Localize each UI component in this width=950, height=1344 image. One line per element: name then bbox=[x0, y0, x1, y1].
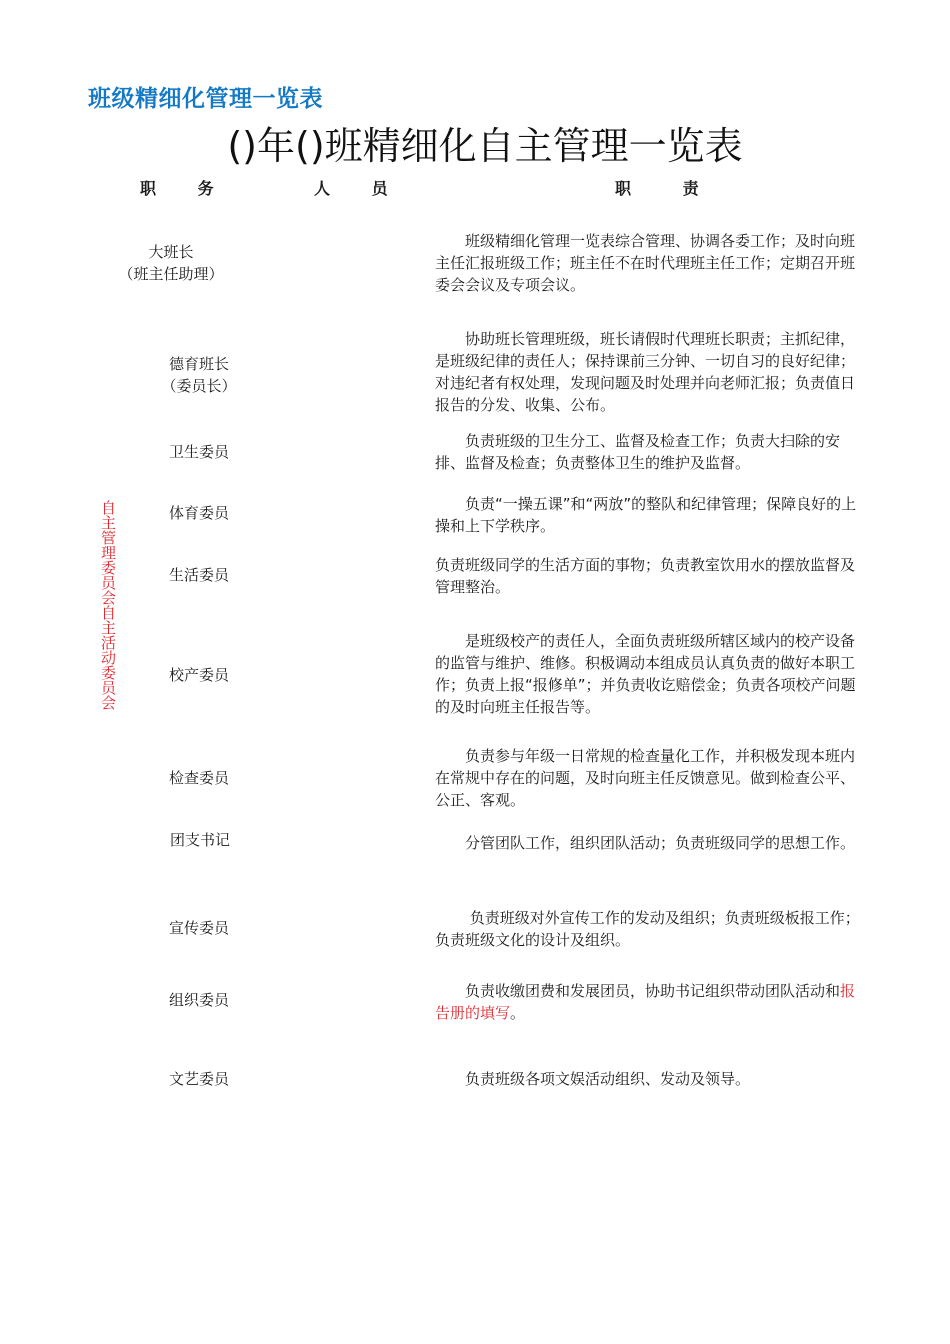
header-duty: 职 责 bbox=[615, 179, 700, 198]
role-sub: （委员长） bbox=[161, 377, 237, 395]
duty-cell: 负责班级各项文娱活动组织、发动及领导。 bbox=[435, 1070, 751, 1088]
role-name: 卫生委员 bbox=[168, 443, 229, 461]
duty-text-end: 。 bbox=[510, 1004, 526, 1022]
role-name: 文艺委员 bbox=[168, 1070, 229, 1088]
role-name: 德育班长 bbox=[168, 355, 229, 373]
role-sub: （班主任助理） bbox=[118, 265, 224, 283]
duty-cell: 负责班级对外宣传工作的发动及组织；负责班级板报工作；负责班级文化的设计及组织。 bbox=[435, 909, 860, 949]
role-name: 宣传委员 bbox=[168, 919, 229, 937]
role-cell bbox=[110, 241, 232, 285]
duty-text: 负责收缴团费和发展团员，协助书记组织带动团队活动和 bbox=[435, 982, 841, 1000]
role-name: 校产委员 bbox=[168, 666, 229, 684]
committee-vertical-label: 自主管理委员会自主活动委员会 bbox=[99, 500, 117, 710]
role-cell bbox=[138, 353, 260, 397]
duty-cell: 负责班级的卫生分工、监督及检查工作；负责大扫除的安排、监督及检查；负责整体卫生的维护及监督。 bbox=[435, 432, 841, 472]
duty-cell: 协助班长管理班级，班长请假时代理班长职责；主抓纪律，是班级纪律的责任人；保持课前三分钟、一切自习的良好纪律；对违纪者有权处理，发现问题及时处理并向老师汇报；负责值日报告的分发、收集、公布。 bbox=[435, 330, 856, 414]
role-name: 大班长 bbox=[148, 243, 194, 261]
duty-cell: 是班级校产的责任人，全面负责班级所辖区域内的校产设备的监管与维护、维修。积极调动本组成员认真负责的做好本职工作；负责上报“报修单”；并负责收讫赔偿金；负责各项校产问题的及时向班主任报告等。 bbox=[435, 632, 856, 716]
duty-cell: 负责参与年级一日常规的检查量化工作，并积极发现本班内在常规中存在的问题，及时向班主任反馈意见。做到检查公平、公正、客观。 bbox=[435, 747, 856, 809]
duty-cell bbox=[435, 980, 860, 1024]
role-name: 组织委员 bbox=[168, 991, 229, 1009]
header-people: 人 员 bbox=[314, 179, 389, 198]
header-role: 职 务 bbox=[140, 179, 215, 198]
duty-highlight: 报告册的填写 bbox=[435, 982, 856, 1022]
duty-cell: 分管团队工作，组织团队活动；负责班级同学的思想工作。 bbox=[435, 834, 856, 852]
duty-cell: 班级精细化管理一览表综合管理、协调各委工作；及时向班主任汇报班级工作；班主任不在时代理班主任工作；定期召开班委会会议及专项会议。 bbox=[435, 232, 856, 294]
duty-cell: 负责“一操五课”和“两放”的整队和纪律管理；保障良好的上操和上下学秩序。 bbox=[435, 495, 857, 535]
document-label: 班级精细化管理一览表 bbox=[88, 86, 323, 112]
role-name: 生活委员 bbox=[168, 566, 229, 584]
duty-cell: 负责班级同学的生活方面的事物；负责教室饮用水的摆放监督及管理整治。 bbox=[435, 556, 856, 596]
role-name: 团支书记 bbox=[169, 831, 230, 849]
page-title: ()年()班精细化自主管理一览表 bbox=[227, 124, 743, 168]
role-name: 体育委员 bbox=[168, 504, 229, 522]
role-name: 检查委员 bbox=[168, 769, 229, 787]
